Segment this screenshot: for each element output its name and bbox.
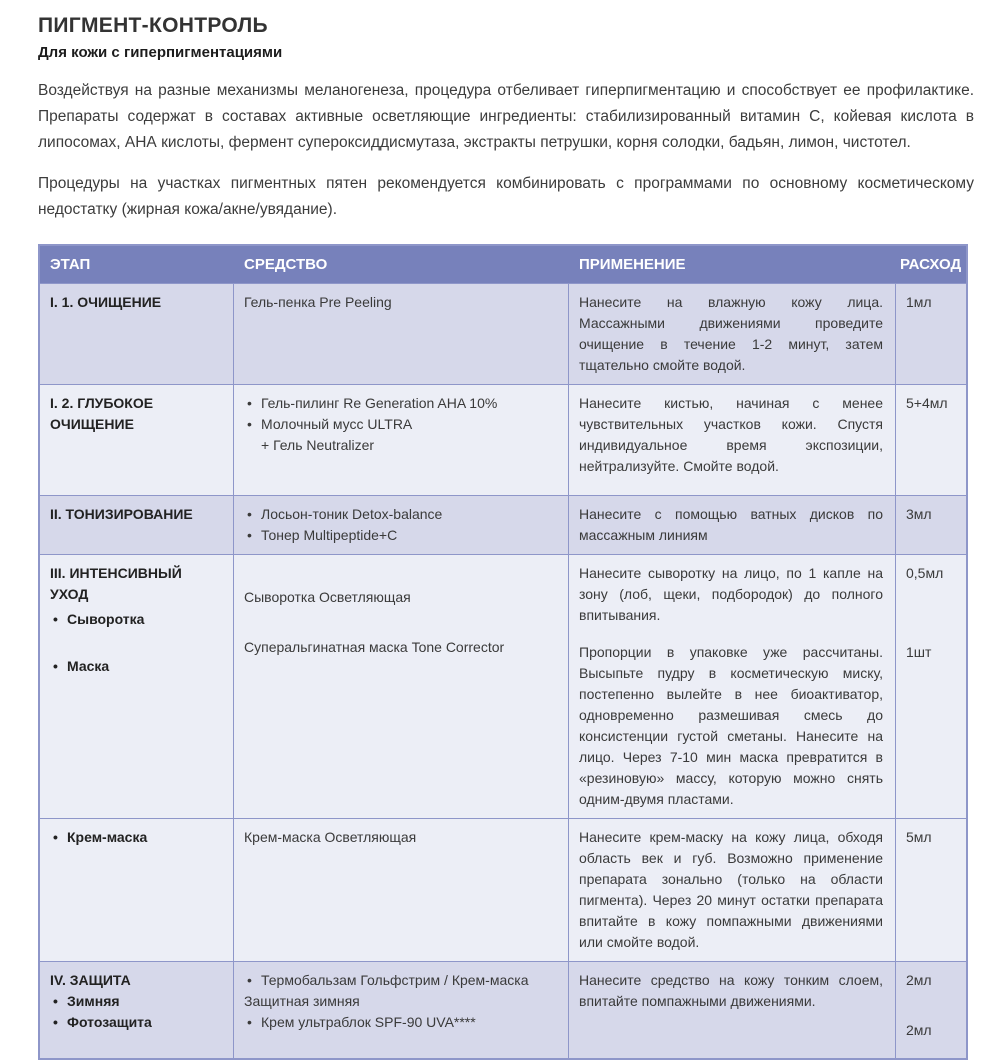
stage-sublist: [50, 609, 221, 677]
stage-subitem: • Крем-маска: [50, 827, 221, 848]
table-header-row: [40, 246, 966, 284]
product-cell: [234, 385, 569, 495]
table-row-cleansing: [40, 284, 966, 385]
usage-value: 3мл: [906, 506, 932, 522]
application-cell: [569, 555, 896, 818]
stage-title: II. ТОНИЗИРОВАНИЕ: [50, 506, 193, 522]
column-header-usage: РАСХОД: [900, 256, 962, 273]
usage-cell: [896, 962, 966, 1058]
stage-cell: [40, 555, 234, 818]
stage-sublist: [50, 827, 221, 848]
procedure-table: [38, 244, 968, 1060]
column-header-product: СРЕДСТВО: [244, 256, 328, 273]
stage-cell: [40, 496, 234, 554]
stage-title: IV. ЗАЩИТА: [50, 972, 131, 988]
usage-cell: [896, 496, 966, 554]
stage-title: I. 2. ГЛУБОКОЕ ОЧИЩЕНИЕ: [50, 395, 154, 432]
product-extra: Защитная зимняя: [244, 993, 360, 1009]
stage-subitem: • Фотозащита: [50, 1012, 221, 1033]
stage-cell: [40, 819, 234, 961]
product-name: Гель-пенка Pre Peeling: [244, 294, 392, 310]
stage-title: III. ИНТЕНСИВНЫЙ УХОД: [50, 565, 182, 602]
table-row-deep-cleansing: [40, 385, 966, 496]
page-title: ПИГМЕНТ-КОНТРОЛЬ: [38, 14, 268, 37]
product-item: • Молочный мусс ULTRA: [244, 414, 556, 435]
usage-value: 5+4мл: [906, 395, 948, 411]
application-text: Нанесите сыворотку на лицо, по 1 капле на зону (лоб, щеки, подбородок) до полного впитывания.: [579, 565, 883, 623]
application-cell: [569, 819, 896, 961]
application-cell: [569, 496, 896, 554]
product-item: • Гель-пилинг Re Generation AHA 10%: [244, 393, 556, 414]
product-item: • Тонер Multipeptide+C: [244, 525, 556, 546]
application-text: Нанесите крем-маску на кожу лица, обходя область век и губ. Возможно применение препарата зонально (только на области пигмента). Через 20 минут остатки препарата впитайте в кожу помпажными движениями или смойте водой.: [579, 829, 883, 950]
product-item: • Термобальзам Гольфстрим / Крем-маска: [244, 970, 556, 991]
product-cell: [234, 284, 569, 384]
application-text: Нанесите средство на кожу тонким слоем, впитайте помпажными движениями.: [579, 972, 883, 1009]
usage-value: 2мл: [906, 1022, 932, 1038]
usage-value: 1шт: [906, 644, 932, 660]
product-list: [244, 393, 556, 435]
product-name: Суперальгинатная маска Tone Corrector: [244, 639, 505, 655]
stage-title: I. 1. ОЧИЩЕНИЕ: [50, 294, 162, 310]
usage-value: 2мл: [906, 972, 932, 988]
product-cell: [234, 962, 569, 1058]
stage-cell: [40, 962, 234, 1058]
stage-cell: [40, 385, 234, 495]
application-text: Нанесите кистью, начиная с менее чувствительных участков кожи. Спустя индивидуальное время экспозиции, нейтрализуйте. Смойте водой.: [579, 395, 883, 474]
product-list: [244, 1012, 556, 1033]
page-subtitle: Для кожи с гиперпигментациями: [38, 44, 283, 61]
intro-paragraph-1: Воздействуя на разные механизмы меланогенеза, процедура отбеливает гиперпигментацию и способствует ее профилактике. Препараты содержат в составах активные осветляющие ингредиенты: стабилизированный витамин С, койевая кислота в липосомах, АНА кислоты, фермент супероксиддисмутаза, экстракты петрушки, корня солодки, бадьян, лимон, чистотел.: [38, 82, 974, 151]
table-row-protection: [40, 962, 966, 1058]
usage-value: 0,5мл: [906, 565, 944, 581]
usage-cell: [896, 284, 966, 384]
application-text: Пропорции в упаковке уже рассчитаны. Высыпьте пудру в косметическую миску, постепенно вылейте в нее биоактиватор, одновременно размешивая смесь до консистенции густой сметаны. Нанесите на лицо. Через 7-10 мин маска превратится в «резиновую» массу, которую можно снять одним-двумя пластами.: [579, 644, 883, 807]
product-name: Сыворотка Осветляющая: [244, 589, 411, 605]
product-list: [244, 504, 556, 546]
intro-paragraph-2: Процедуры на участках пигментных пятен рекомендуется комбинировать с программами по основному косметическому недостатку (жирная кожа/акне/увядание).: [38, 175, 974, 218]
usage-cell: [896, 555, 966, 818]
usage-cell: [896, 385, 966, 495]
stage-sublist: [50, 991, 221, 1033]
stage-subitem: • Сыворотка: [50, 609, 221, 630]
application-cell: [569, 962, 896, 1058]
table-row-intensive-care: [40, 555, 966, 819]
stage-subitem: • Маска: [50, 656, 221, 677]
application-cell: [569, 284, 896, 384]
product-cell: [234, 819, 569, 961]
product-name: Крем-маска Осветляющая: [244, 829, 417, 845]
stage-cell: [40, 284, 234, 384]
product-cell: [234, 496, 569, 554]
table-row-cream-mask: [40, 819, 966, 962]
stage-subitem: • Зимняя: [50, 991, 221, 1012]
application-text: Нанесите на влажную кожу лица. Массажными движениями проведите очищение в течение 1-2 минут, затем тщательно смойте водой.: [579, 294, 883, 373]
application-text: Нанесите с помощью ватных дисков по массажным линиям: [579, 506, 883, 543]
product-extra: + Гель Neutralizer: [261, 437, 375, 453]
product-item: • Крем ультраблок SPF-90 UVA****: [244, 1012, 556, 1033]
column-header-stage: ЭТАП: [50, 256, 91, 273]
usage-cell: [896, 819, 966, 961]
table-row-toning: [40, 496, 966, 555]
product-item: • Лосьон-тоник Detox-balance: [244, 504, 556, 525]
application-cell: [569, 385, 896, 495]
usage-value: 5мл: [906, 829, 932, 845]
column-header-application: ПРИМЕНЕНИЕ: [579, 256, 686, 273]
product-cell: [234, 555, 569, 818]
usage-value: 1мл: [906, 294, 932, 310]
product-list: [244, 970, 556, 991]
